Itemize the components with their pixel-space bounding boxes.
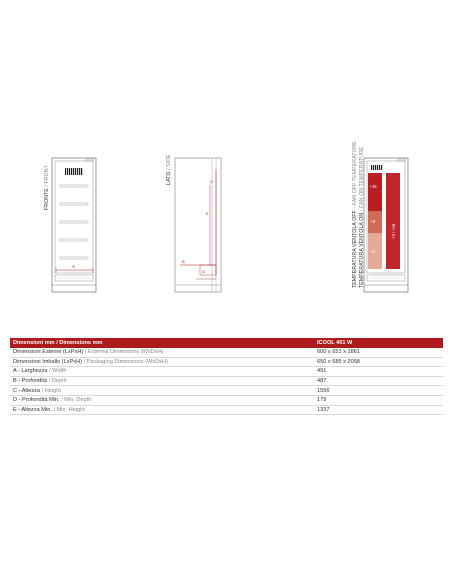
zone-fan-on (386, 173, 400, 269)
row-label: B - Profondità / Depth (10, 376, 314, 386)
row-value: 179 (314, 395, 443, 405)
zone-plus8-label: +8 (370, 219, 376, 224)
dim-d-label: D (202, 269, 205, 274)
table-row (10, 348, 443, 357)
zone-plus5-label: +5 (370, 249, 376, 254)
fan-on-temp-label: TEMPERATURA VENTOLA ON - FAN ON TEMPERATURE (359, 146, 365, 288)
dimensions-table (10, 338, 443, 415)
zone-plus16 (368, 173, 382, 211)
side-view-label: LATO / SIDE (166, 154, 172, 185)
zone-fan-label: +3 / +16 (391, 223, 396, 239)
row-value: 491 (314, 367, 443, 377)
row-label: Dimensioni Imballo (LxPxH) / Packaging Dimensions (WxDxH) (10, 357, 314, 367)
table-row (10, 386, 443, 396)
front-view-label: FRONTE / FRONT (44, 165, 50, 210)
table-header-model: ICOOL 401 W (314, 338, 443, 348)
dim-e-label: E (206, 211, 209, 216)
dim-b-label: B (182, 259, 185, 264)
zone-plus16-label: +16 (369, 184, 377, 189)
row-label: A - Larghezza / Width (10, 367, 314, 377)
row-label: E - Altezza Min. / Min. Height (10, 405, 314, 415)
fan-off-temp-label: TEMPERATURA VENTOLA OFF - FAN OFF TEMPERATURE (352, 141, 358, 288)
dim-c-label: C (210, 179, 213, 184)
table-row (10, 405, 443, 415)
row-value: 1556 (314, 386, 443, 396)
table-header-row (10, 338, 443, 348)
table-row (10, 376, 443, 386)
side-view-drawing (172, 155, 232, 295)
row-label: Dimensioni Esterne (LxPxH) / External Dimensions (WxDxH) (10, 348, 314, 357)
table-row (10, 357, 443, 367)
table-row (10, 395, 443, 405)
temperature-zones-drawing (362, 155, 412, 295)
dim-a-label: A (72, 264, 76, 269)
row-value: 650 x 685 x 2058 (314, 357, 443, 367)
row-value: 1337 (314, 405, 443, 415)
row-label: C - Altezza / Height (10, 386, 314, 396)
front-view-drawing (50, 155, 100, 295)
table-row (10, 367, 443, 377)
technical-drawings (0, 140, 452, 300)
table-header-label: Dimensioni mm / Dimensions mm (10, 338, 314, 348)
row-value: 600 x 651 x 1861 (314, 348, 443, 357)
row-label: D - Profondità Min. / Min. Depth (10, 395, 314, 405)
row-value: 487 (314, 376, 443, 386)
